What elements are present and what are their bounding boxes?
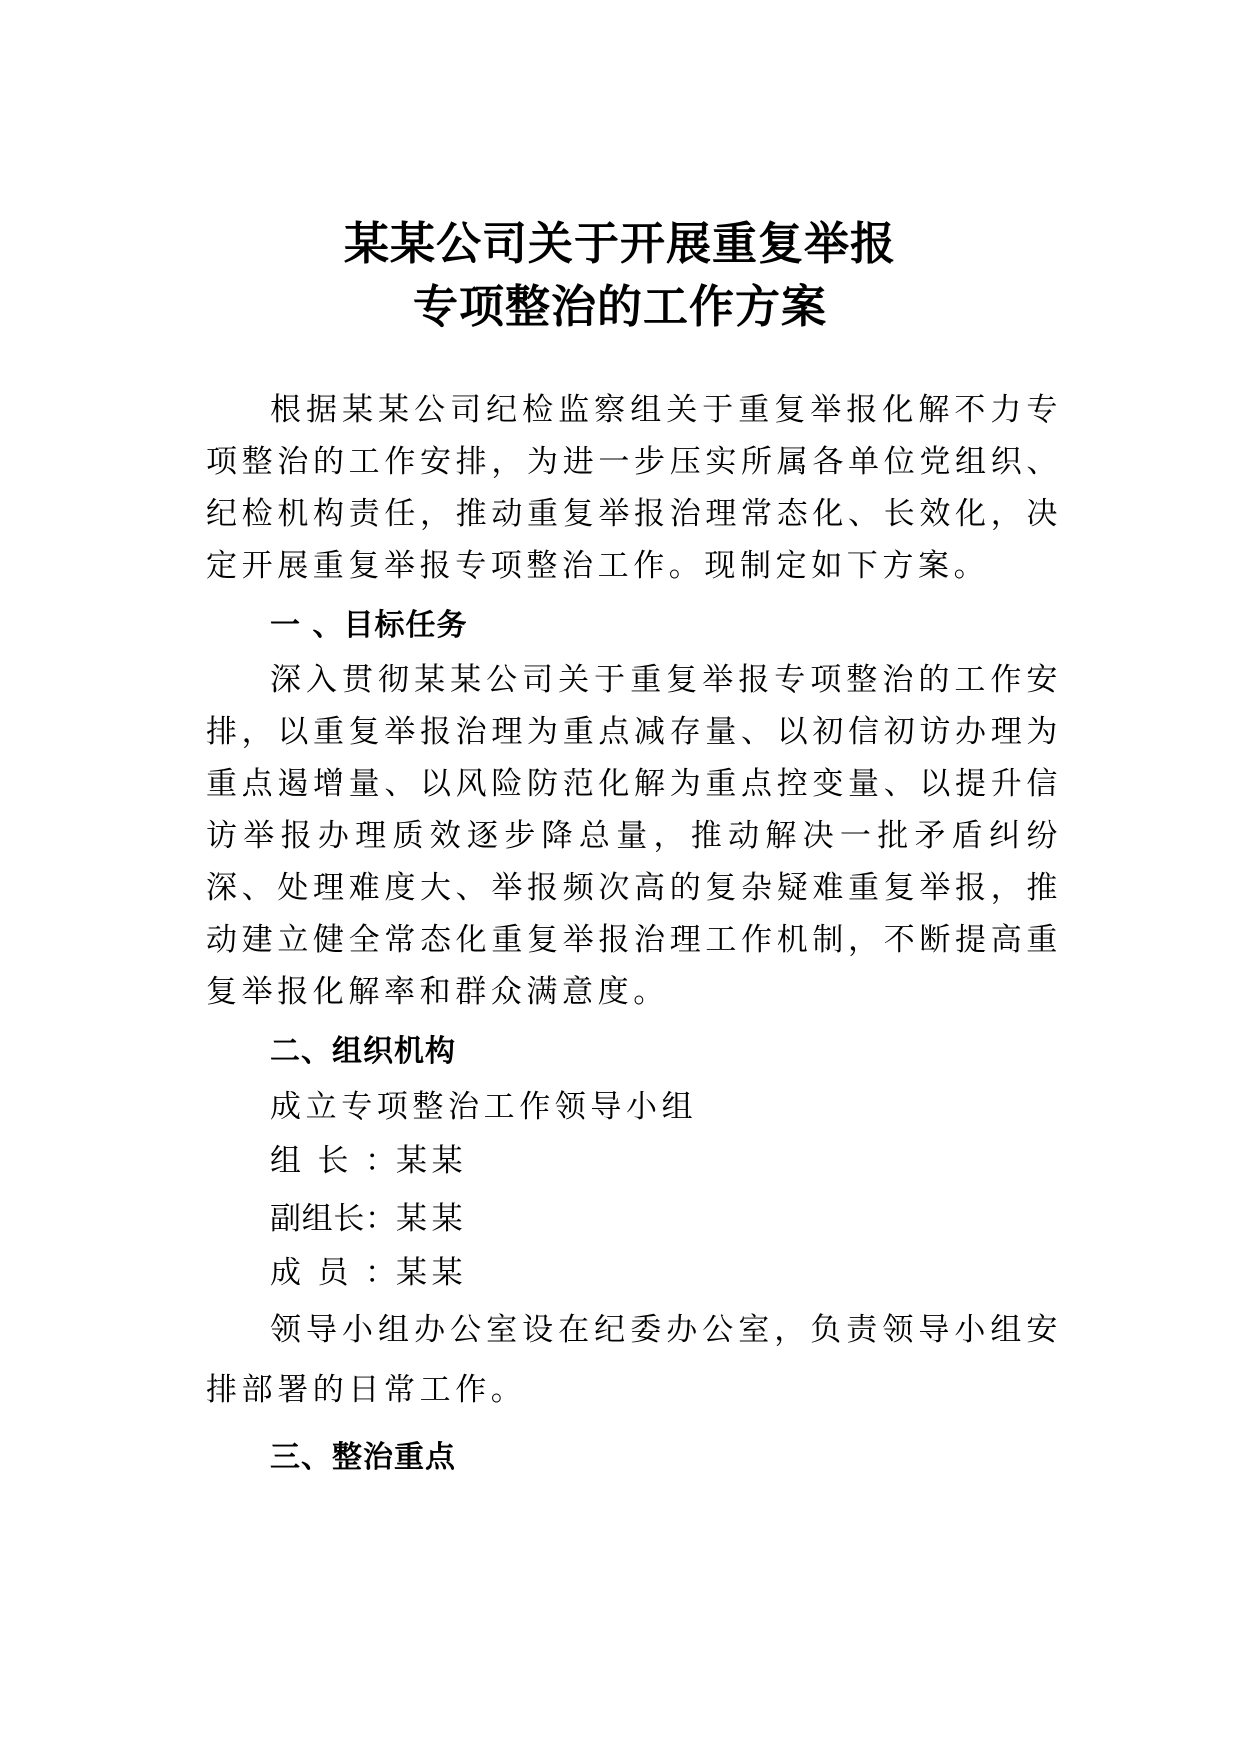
document-body xyxy=(206,384,1062,1486)
member-name: 某某 xyxy=(396,1201,468,1237)
member-line-members xyxy=(206,1246,1062,1300)
member-name: 某某 xyxy=(396,1143,468,1179)
section-heading-1: 一 、目标任务 xyxy=(270,608,468,643)
section-heading-2: 二、组织机构 xyxy=(270,1034,456,1069)
member-line-deputy xyxy=(206,1192,1062,1246)
section-1-paragraph: 深入贯彻某某公司关于重复举报专项整治的工作安排，以重复举报治理为重点减存量、以初信初访办理为重点遏增量、以风险防范化解为重点控变量、以提升信访举报办理质效逐步降总量，推动解决一批矛盾纠纷深、处理难度大、举报频次高的复杂疑难重复举报，推动建立健全常态化重复举报治理工作机制，不断提高重复举报化解率和群众满意度。 xyxy=(206,662,1062,1010)
member-name: 某某 xyxy=(396,1255,468,1291)
org-setup-line: 成立专项整治工作领导小组 xyxy=(270,1089,698,1125)
document-title xyxy=(0,212,1240,338)
member-role: 组长： xyxy=(270,1143,396,1179)
member-role: 成员： xyxy=(270,1255,396,1291)
office-paragraph: 领导小组办公室设在纪委办公室，负责领导小组安排部署的日常工作。 xyxy=(206,1312,1062,1408)
member-role: 副组长： xyxy=(270,1201,396,1237)
title-line-1: 某某公司关于开展重复举报 xyxy=(343,217,896,270)
intro-paragraph: 根据某某公司纪检监察组关于重复举报化解不力专项整治的工作安排，为进一步压实所属各单位党组织、纪检机构责任，推动重复举报治理常态化、长效化，决定开展重复举报专项整治工作。现制定如下方案。 xyxy=(206,392,1062,584)
section-heading-3: 三、整治重点 xyxy=(270,1440,456,1475)
title-line-2: 专项整治的工作方案 xyxy=(412,280,827,333)
member-line-leader xyxy=(206,1134,1062,1188)
